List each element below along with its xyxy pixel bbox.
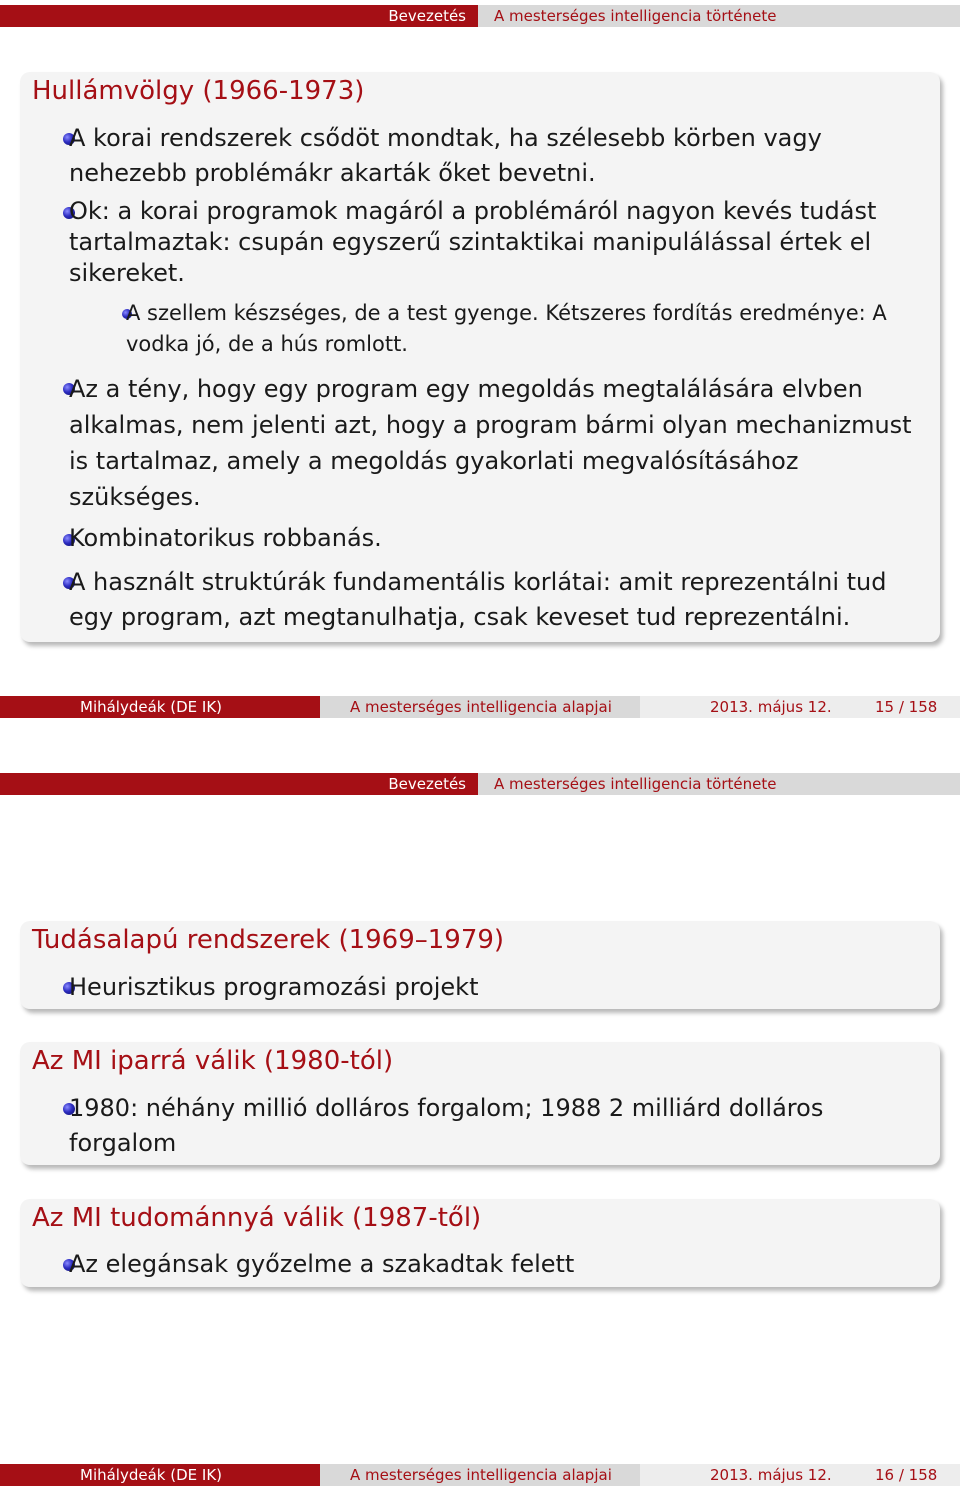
list-item: Kombinatorikus robbanás. (69, 524, 382, 552)
block-title: Az MI iparrá válik (1980-tól) (32, 1046, 394, 1076)
footer-title[interactable]: A mesterséges intelligencia alapjai (320, 1464, 640, 1486)
footline-bar (0, 696, 960, 718)
list-item: A korai rendszerek csődöt mondtak, ha szélesebb körben vagy nehezebb problémákr akarták őket bevetni. (69, 124, 822, 187)
headline-bar (0, 5, 960, 27)
list-item: Heurisztikus programozási projekt (69, 973, 479, 1001)
subsection-label[interactable]: A mesterséges intelligencia története (478, 773, 960, 795)
footer-date[interactable]: 2013. május 12. (710, 698, 832, 716)
section-label[interactable]: Bevezetés (0, 5, 478, 27)
footer-date[interactable]: 2013. május 12. (710, 1466, 832, 1484)
footer-page-number[interactable]: 16 / 158 (875, 1466, 938, 1484)
footer-author[interactable]: Mihálydeák (DE IK) (0, 696, 320, 718)
headline-bar (0, 773, 960, 795)
list-item: Az elegánsak győzelme a szakadtak felett (69, 1250, 575, 1278)
slide-16 (0, 768, 960, 1492)
list-item: Az a tény, hogy egy program egy megoldás megtalálására elvben alkalmas, nem jelenti azt, hogy a program bármi olyan mechanizmust is tartalmaz, amely a megoldás gyakorlati megvalósításához szükséges. (69, 375, 912, 511)
list-item: Ok: a korai programok magáról a problémáról nagyon kevés tudást tartalmaztak: csupán egyszerű szintaktikai manipulálással értek el sikereket. (69, 197, 877, 287)
section-label[interactable]: Bevezetés (0, 773, 478, 795)
block-title: Hullámvölgy (1966-1973) (32, 76, 365, 106)
block-title: Tudásalapú rendszerek (1969–1979) (32, 925, 505, 955)
footer-info (640, 1464, 960, 1486)
footer-title[interactable]: A mesterséges intelligencia alapjai (320, 696, 640, 718)
list-item: 1980: néhány millió dolláros forgalom; 1988 2 milliárd dolláros forgalom (69, 1094, 824, 1157)
block-title: Az MI tudománnyá válik (1987-től) (32, 1203, 482, 1233)
footline-bar (0, 1464, 960, 1486)
list-item: A használt struktúrák fundamentális korlátai: amit reprezentálni tud egy program, azt megtanulhatja, csak keveset tud reprezentálni. (69, 568, 887, 631)
subsection-label[interactable]: A mesterséges intelligencia története (478, 5, 960, 27)
footer-page-number[interactable]: 15 / 158 (875, 698, 938, 716)
slide-15 (0, 0, 960, 724)
sub-list-item: A szellem készséges, de a test gyenge. Kétszeres fordítás eredménye: A vodka jó, de a hús romlott. (126, 301, 887, 356)
footer-info (640, 696, 960, 718)
footer-author[interactable]: Mihálydeák (DE IK) (0, 1464, 320, 1486)
